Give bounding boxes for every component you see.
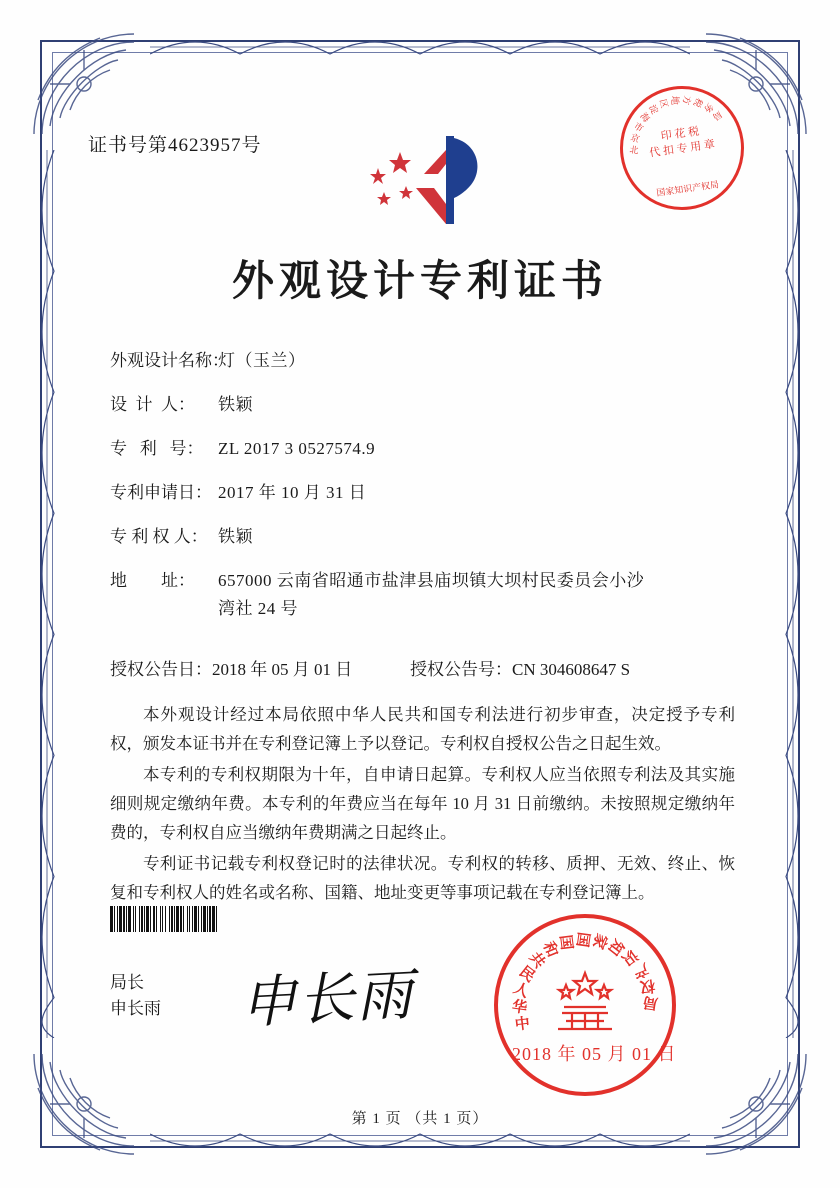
field-value: ZL 2017 3 0527574.9: [218, 439, 376, 458]
grant-number: [410, 655, 750, 680]
national-emblem-icon: [546, 969, 624, 1041]
handwritten-signature: 申长雨: [238, 962, 416, 1037]
field-label: 专利申请日：: [110, 483, 212, 502]
grant-number-label: 授权公告号：: [410, 660, 512, 679]
field-application-date: [110, 484, 730, 502]
cnipa-logo-icon: [350, 130, 490, 230]
grant-date: [110, 655, 410, 680]
signature-block: [110, 970, 161, 1022]
field-value: 铁颖: [218, 395, 253, 414]
page-footer: 第 1 页 （共 1 页）: [351, 1111, 489, 1127]
barcode: [110, 906, 302, 932]
legal-text: [110, 700, 735, 909]
field-value: 2017 年 10 月 31 日: [218, 483, 367, 502]
paragraph-1: 本外观设计经过本局依照中华人民共和国专利法进行初步审查，决定授予专利权，颁发本证书并在专利登记簿上予以登记。专利权自授权公告之日起生效。: [110, 705, 735, 753]
field-address: [110, 572, 730, 618]
field-designer: [110, 396, 730, 414]
grant-date-label: 授权公告日：: [110, 660, 212, 679]
field-label: 地 址：: [110, 571, 195, 590]
seal-date-stamp: 2018 年 05 月 01 日: [512, 1044, 677, 1064]
field-label: 专 利 权 人：: [110, 527, 208, 546]
tax-seal-middle-line2: 代 扣 专 用 章: [648, 138, 716, 160]
official-seal: 中 华 人 民 共 和 国 国 家 知 识 产 权 局: [494, 914, 676, 1096]
director-name: 申长雨: [110, 999, 161, 1018]
certificate-number: 证书号第4623957号: [88, 135, 262, 156]
field-value: [218, 572, 730, 618]
tax-seal-middle-line1: 印 花 税: [660, 125, 700, 143]
tax-seal-ring-text: 北 京 市 海 淀 区 地 方 税 务 局: [629, 94, 724, 156]
page-title: 外观设计专利证书: [231, 256, 608, 305]
field-label: 外观设计名称：: [110, 351, 229, 370]
field-patent-number: [110, 440, 730, 458]
field-list: [110, 352, 730, 644]
director-label: 局长: [110, 973, 144, 992]
paragraph-3: 专利证书记载专利权登记时的法律状况。专利权的转移、质押、无效、终止、恢复和专利权人的姓名或名称、国籍、地址变更等事项记载在专利登记簿上。: [110, 854, 735, 902]
field-design-name: [110, 352, 730, 370]
field-label: 设 计 人：: [110, 395, 195, 414]
field-patentee: [110, 528, 730, 546]
grant-row: [110, 655, 750, 680]
grant-number-value: CN 304608647 S: [512, 660, 631, 679]
field-value: 灯（玉兰）: [218, 351, 306, 370]
tax-stamp-seal: [612, 78, 752, 218]
address-line-1: 657000 云南省昭通市盐津县庙坝镇大坝村民委员会小沙: [218, 571, 645, 590]
field-label: 专 利 号：: [110, 439, 204, 458]
tax-seal-bottom-text: 国家知识产权局: [655, 179, 720, 198]
address-line-2: 湾社 24 号: [218, 599, 298, 618]
field-value: 铁颖: [218, 527, 253, 546]
grant-date-value: 2018 年 05 月 01 日: [212, 660, 353, 679]
paragraph-2: 本专利的专利权期限为十年，自申请日起算。专利权人应当依照专利法及其实施细则规定缴纳年费。本专利的年费应当在每年 10 月 31 日前缴纳。未按照规定缴纳年费的，专利权自应当缴纳年费期满之日起终止。: [110, 765, 735, 842]
